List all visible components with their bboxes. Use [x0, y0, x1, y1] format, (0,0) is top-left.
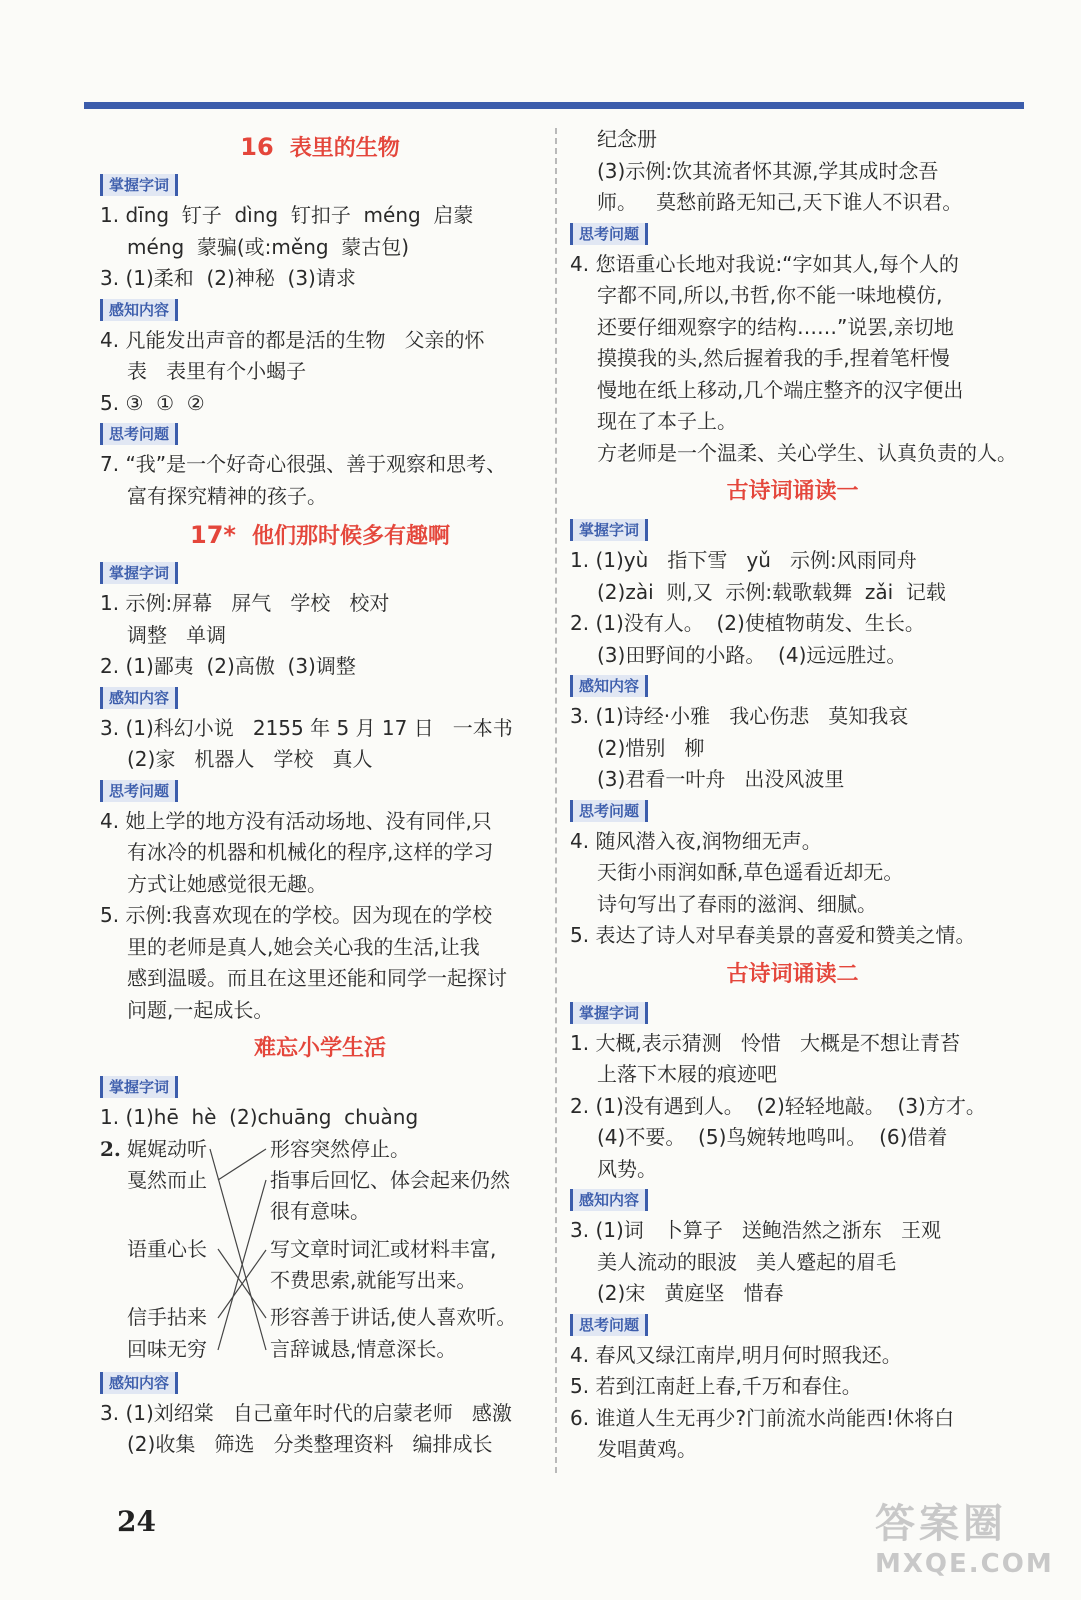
answer-line: 方老师是一个温柔、关心学生、认真负责的人。: [597, 440, 1017, 465]
match-left-item: 戛然而止: [127, 1167, 207, 1192]
answer-line: (4)不要。 (5)鸟婉转地鸣叫。 (6)借着: [597, 1125, 948, 1149]
section-label: 感知内容: [100, 683, 540, 713]
section-title-memories: [100, 1026, 540, 1072]
answer-line: 方式让她感觉很无趣。: [127, 871, 327, 896]
answer-line: 4. 她上学的地方没有活动场地、没有同伴,只: [100, 808, 492, 833]
answer-line: 调整 单调: [127, 622, 227, 647]
section-label: 掌握字词: [100, 558, 540, 588]
left-column: [100, 124, 540, 1461]
answer-line: (3)示例:饮其流者怀其源,学其成时念吾: [597, 158, 939, 183]
top-color-bar: [84, 102, 1024, 109]
answer-line: méng 蒙骗(或:měng 蒙古包): [127, 234, 410, 259]
answer-line: 7. “我”是一个好奇心很强、善于观察和思考、: [100, 452, 507, 476]
answer-line: 风势。: [597, 1156, 657, 1181]
match-right-item: 很有意味。: [270, 1198, 370, 1223]
right-column: [570, 124, 1015, 1466]
answer-line: 6. 谁道人生无再少?门前流水尚能西!休将白: [570, 1405, 955, 1430]
answer-line: 还要仔细观察字的结构……”说罢,亲切地: [597, 314, 954, 339]
section-title-text: 表里的生物: [289, 136, 400, 161]
answer-line: 表 表里有个小蝎子: [127, 359, 307, 383]
answer-line: 发唱黄鸡。: [597, 1437, 697, 1461]
section-label: 掌握字词: [100, 1072, 540, 1102]
answer-line: 2. (1)没有遇到人。 (2)轻轻地敲。 (3)方才。: [570, 1093, 986, 1118]
answer-line: (2)宋 黄庭坚 惜春: [597, 1281, 784, 1305]
answer-line: 摸摸我的头,然后握着我的手,捏着笔杆慢: [597, 346, 950, 370]
answer-line: 2. (1)鄙夷 (2)高傲 (3)调整: [100, 654, 356, 678]
match-right-item: 言辞诚恳,情意深长。: [270, 1336, 457, 1361]
section-title-16: [100, 124, 540, 170]
answer-line: 3. (1)诗经·小雅 我心伤悲 莫知我哀: [570, 704, 909, 728]
answer-line: 师。 莫愁前路无知己,天下谁人不识君。: [597, 190, 963, 214]
answer-line: (2)家 机器人 学校 真人: [127, 747, 373, 771]
match-left-item: 信手拈来: [127, 1304, 207, 1329]
match-right-item: 形容善于讲话,使人喜欢听。: [270, 1304, 517, 1329]
match-left-item: 语重心长: [127, 1236, 207, 1261]
section-label: 思考问题: [570, 1310, 1015, 1340]
answer-line: 美人流动的眼波 美人蹙起的眉毛: [597, 1249, 897, 1274]
match-left-item: 娓娓动听: [127, 1136, 207, 1161]
answer-line: 5. 示例:我喜欢现在的学校。因为现在的学校: [100, 903, 493, 927]
answer-line: 现在了本子上。: [597, 409, 737, 433]
answer-line: 慢地在纸上移动,几个端庄整齐的汉字便出: [597, 377, 964, 402]
question-number: 2.: [100, 1136, 121, 1161]
answer-line: (3)君看一叶舟 出没风波里: [597, 767, 845, 791]
answer-line: 有冰冷的机器和机械化的程序,这样的学习: [127, 840, 494, 864]
answer-line: 3. (1)柔和 (2)神秘 (3)请求: [100, 266, 356, 290]
answer-line: 感到温暖。而且在这里还能和同学一起探讨: [127, 966, 507, 990]
answer-line: 1. 大概,表示猜测 怜惜 大概是不想让青苔: [570, 1030, 960, 1055]
answer-line: 4. 您语重心长地对我说:“字如其人,每个人的: [570, 251, 959, 276]
answer-line: 上落下木屐的痕迹吧: [597, 1062, 777, 1086]
answer-line: (2)zài 则,又 示例:载歌载舞 zǎi 记载: [597, 579, 946, 604]
section-label: 感知内容: [570, 671, 1015, 701]
column-divider: [555, 128, 557, 1473]
match-line: [218, 1149, 266, 1180]
section-title-text: 古诗词诵读二: [726, 961, 859, 987]
watermark-text: 答案圈: [875, 1501, 1007, 1547]
answer-line: 富有探究精神的孩子。: [127, 483, 327, 508]
answer-line: 3. (1)科幻小说 2155 年 5 月 17 日 一本书: [100, 715, 513, 740]
matching-exercise: [100, 1134, 540, 1368]
answer-line: 里的老师是真人,她会关心我的生活,让我: [127, 934, 480, 959]
answer-line: 字都不同,所以,书哲,你不能一味地模仿,: [597, 283, 943, 307]
section-label: 思考问题: [570, 219, 1015, 249]
section-title-17: [100, 512, 540, 558]
answer-line: (3)田野间的小路。 (4)远远胜过。: [597, 642, 907, 667]
section-label: 思考问题: [100, 419, 540, 449]
answer-line: 诗句写出了春雨的滋润、细腻。: [597, 891, 877, 916]
section-label: 感知内容: [100, 295, 540, 325]
answer-line: 1. 示例:屏幕 屏气 学校 校对: [100, 591, 390, 615]
section-label: 思考问题: [570, 796, 1015, 826]
section-number: 17*: [190, 521, 236, 549]
match-right-item: 形容突然停止。: [270, 1136, 410, 1161]
section-label: 掌握字词: [570, 998, 1015, 1028]
answer-line: (2)惜别 柳: [597, 735, 705, 760]
answer-line: 4. 随风潜入夜,润物细无声。: [570, 828, 822, 853]
section-label: 掌握字词: [570, 515, 1015, 545]
answer-line: 1. (1)hē hè (2)chuāng chuàng: [100, 1105, 419, 1129]
watermark-url: MXQE.COM: [875, 1549, 1054, 1579]
match-left-item: 回味无穷: [127, 1336, 207, 1361]
answer-line: 3. (1)词 卜算子 送鲍浩然之浙东 王观: [570, 1218, 941, 1242]
section-label: 思考问题: [100, 776, 540, 806]
section-title-text: 他们那时候多有趣啊: [251, 524, 450, 549]
answer-line: 1. (1)yù 指下雪 yǔ 示例:风雨同舟: [570, 548, 917, 572]
answer-line: 纪念册: [597, 127, 657, 151]
answer-line: 5. ③ ① ②: [100, 390, 205, 415]
answer-line: 天街小雨润如酥,草色遥看近却无。: [597, 860, 904, 884]
page-number: 24: [117, 1505, 156, 1538]
answer-line: 4. 春风又绿江南岸,明月何时照我还。: [570, 1342, 902, 1367]
answer-line: 问题,一起成长。: [127, 997, 274, 1022]
section-label: 掌握字词: [100, 170, 540, 200]
matching-lines: [100, 1134, 540, 1368]
section-title-poems-2: [570, 952, 1015, 998]
answer-line: 5. 表达了诗人对早春美景的喜爱和赞美之情。: [570, 923, 976, 947]
match-right-item: 指事后回忆、体会起来仍然: [270, 1167, 510, 1192]
match-right-item: 不费思索,就能写出来。: [270, 1267, 477, 1292]
section-title-poems-1: [570, 469, 1015, 515]
watermark: [875, 1500, 1065, 1590]
answer-line: 5. 若到江南赶上春,千万和春住。: [570, 1374, 862, 1398]
answer-line: 1. dīng 钉子 dìng 钉扣子 méng 启蒙: [100, 203, 474, 227]
answer-line: (2)收集 筛选 分类整理资料 编排成长: [127, 1432, 493, 1456]
section-title-text: 古诗词诵读一: [726, 479, 859, 504]
answer-line: 2. (1)没有人。 (2)使植物萌发、生长。: [570, 611, 925, 635]
section-label: 感知内容: [100, 1368, 540, 1398]
section-label: 感知内容: [570, 1185, 1015, 1215]
section-number: 16: [240, 133, 274, 161]
answer-line: 3. (1)刘绍棠 自己童年时代的启蒙老师 感激: [100, 1400, 512, 1425]
answer-line: 4. 凡能发出声音的都是活的生物 父亲的怀: [100, 327, 485, 352]
section-title-text: 难忘小学生活: [253, 1036, 386, 1061]
match-right-item: 写文章时词汇或材料丰富,: [270, 1236, 497, 1261]
